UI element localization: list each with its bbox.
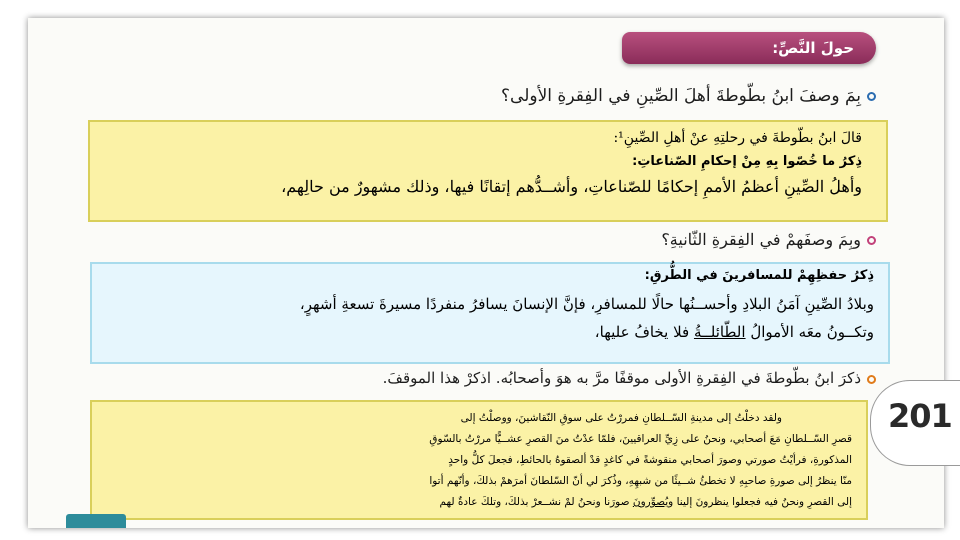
quote-3-line1: ولقد دخلْتُ إلى مدينةِ السّــلطانِ فمررْتُ على سوقِ النّقاشينَ، ووصلْتُ إلى	[460, 412, 782, 424]
quote-1-heading: ذِكرُ ما خُصّوا بِهِ مِنْ إحكامِ الصّناعاتِ:	[632, 154, 862, 169]
question-3	[300, 369, 876, 387]
page-number: 201	[888, 397, 952, 435]
quote-2-line2: وتكــونُ معَه الأموالُ الطّائلــةُ فلا يخافُ عليها،	[594, 323, 874, 341]
quote-2-line1: وبلادُ الصِّينِ آمَنُ البلادِ وأحســنُها حالًا للمسافرِ، فإنَّ الإنسانَ يسافرُ منفردًا مسيرةَ تسعةِ أشهرٍ،	[299, 295, 874, 313]
question-1	[480, 86, 876, 106]
teal-tab-decoration	[66, 514, 126, 528]
bullet-icon	[867, 236, 876, 245]
quote-1-intro: قالَ ابنُ بطّوطةَ في رحلتِهِ عنْ أهلِ الصِّينِ¹:	[613, 130, 862, 146]
section-title: حولَ النَّصِّ:	[772, 39, 854, 57]
section-header	[622, 32, 876, 64]
question-1-text: بِمَ وصفَ ابنُ بطّوطةَ أهلَ الصِّينِ في الفِقرةِ الأولى؟	[501, 86, 861, 106]
quote-box-1	[88, 120, 888, 222]
bullet-icon	[867, 92, 876, 101]
bullet-icon	[867, 375, 876, 384]
quote-3-line5: إلى القصرِ ونحنُ فيه فجعلوا ينظرونَ إلينا ويُصوِّرونَ صورَنا ونحنُ لمْ نشــعرْ بذلكَ، وتلكَ عادةٌ لهم	[439, 496, 852, 508]
quote-3-line3: المذكورةِ، فرأيْتُ صورتي وصورَ أصحابي منقوشةً في كاغدٍ قدْ ألصقوهُ بالحائطِ، فجعلَ كلُّ واحدٍ	[448, 454, 852, 466]
quote-2-heading: ذِكرُ حفظِهِمْ للمسافرينَ في الطُّرقِ:	[644, 268, 874, 283]
quote-box-3	[90, 400, 868, 520]
quote-3-line2: قصرِ السّــلطانِ مَعَ أصحابي، ونحنُ على زِيِّ العراقيينَ، فلمّا عدْتُ منَ القصرِ عشــيًّا مررْتُ بالسّوقِ	[429, 433, 852, 445]
quote-box-2	[90, 262, 890, 364]
question-3-text: ذكرَ ابنُ بطّوطةَ في الفِقرةِ الأولى موقفًا مرَّ به هوَ وأصحابُه. اذكرْ هذا الموقفَ.	[382, 369, 861, 387]
question-2-text: وبِمَ وصفَهمْ في الفِقرةِ الثّانيةِ؟	[661, 230, 861, 249]
question-2	[560, 230, 876, 249]
quote-3-line4: منّا ينظرُ إلى صورةِ صاحبِهِ لا تخطئُ شــيئًا من شبهِهِ، وذُكرَ لي أنّ السّلطانَ أمرَهمْ بذلكَ، وأنّهم أتوا	[429, 475, 852, 487]
quote-1-body: وأهلُ الصِّينِ أعظمُ الأممِ إحكامًا للصّناعاتِ، وأشــدُّهم إتقانًا فيها، وذلك مشهورٌ من حالِهم،	[281, 177, 862, 196]
